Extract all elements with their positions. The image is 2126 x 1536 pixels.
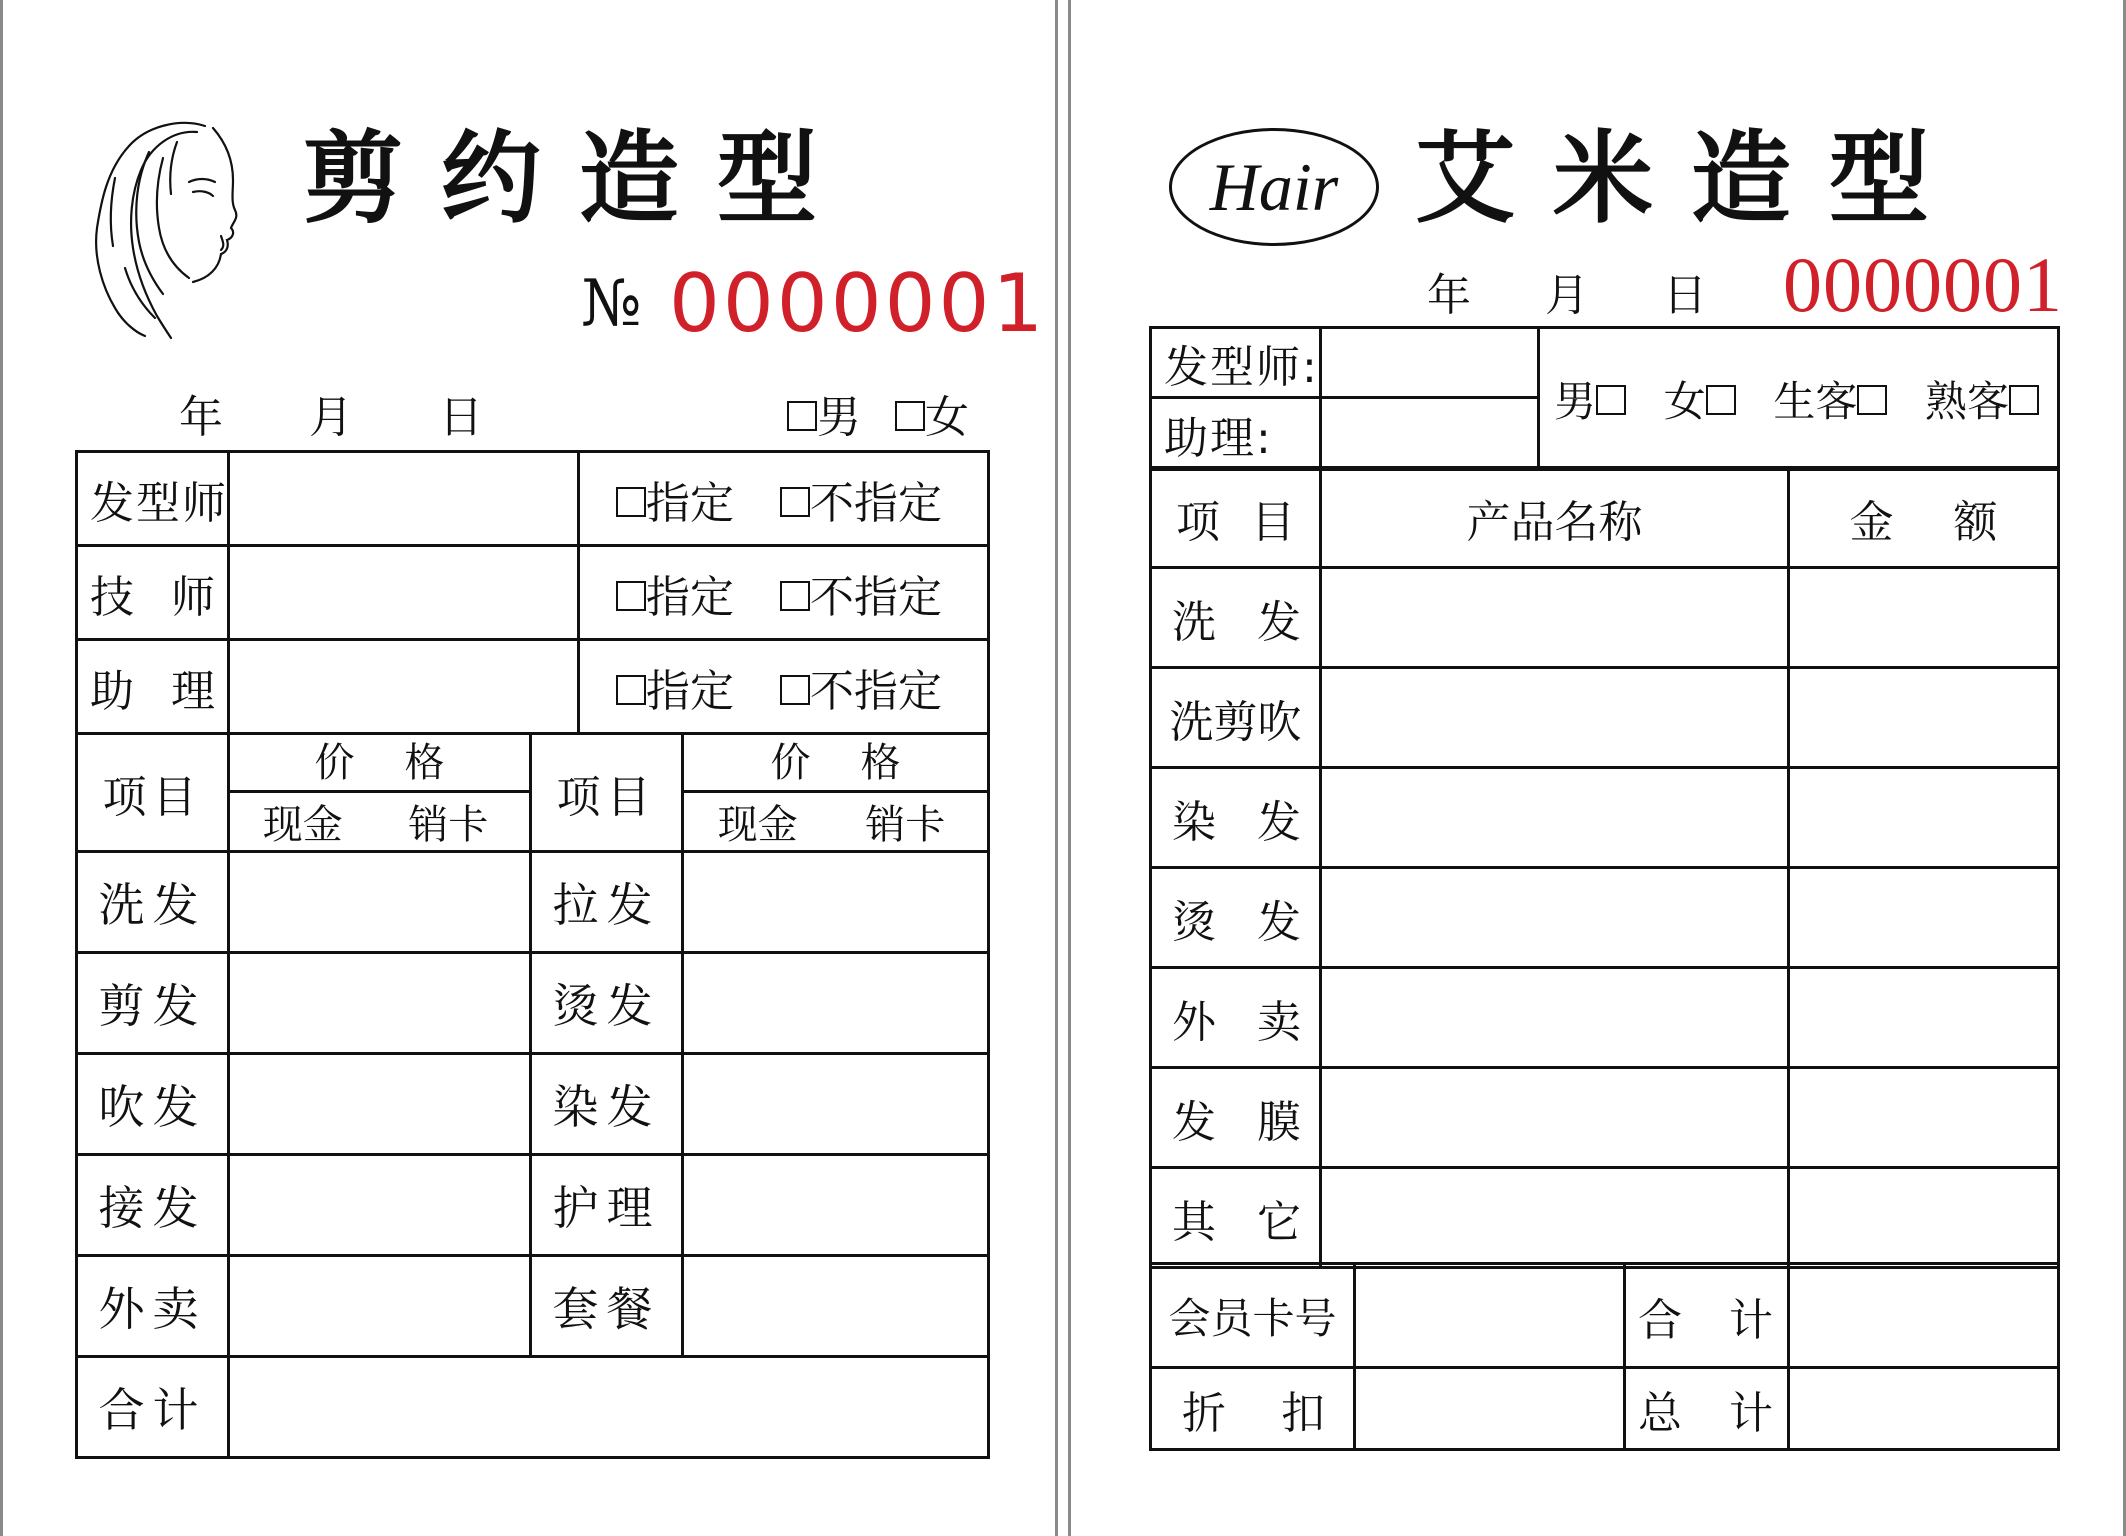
label-char: 师 [171,571,215,623]
amount-field[interactable] [1789,568,2059,668]
date-month-label: 月 [309,392,353,443]
card-label: 销卡 [865,802,946,848]
left-receipt [0,0,1058,1536]
date-month-label: 月 [1545,270,1589,321]
checkbox-icon[interactable] [780,487,810,517]
amount-field[interactable] [1789,1068,2059,1168]
item-label [1151,868,1321,968]
item-header-right: 项目 [531,734,683,852]
assistant-field[interactable] [1321,398,1539,470]
label-char: 染 [1172,796,1216,848]
member-card-field[interactable] [1355,1264,1625,1368]
member-card-label: 会员卡号 [1151,1264,1355,1368]
technician-assigned-option[interactable] [616,561,734,625]
shop-title: 剪约造型 [303,119,855,237]
cash-card-header-left [229,792,531,852]
technician-field[interactable] [229,546,579,640]
footer-table [1149,1262,2060,1451]
technician-unassigned-option[interactable] [780,561,942,625]
assistant-assign-options [579,640,989,734]
assigned-label: 指定 [646,477,734,529]
female-label: 女 [925,392,969,443]
date-year-label: 年 [179,392,223,443]
unassigned-label: 不指定 [810,477,942,529]
checkbox-icon[interactable] [616,675,646,705]
unassigned-label: 不指定 [810,571,942,623]
label-char: 技 [90,571,134,623]
header-char: 目 [1251,496,1295,548]
serial-number: 0000001 [1783,241,2063,328]
service-price-field[interactable] [229,1054,531,1155]
service-price-field[interactable] [683,953,989,1054]
header-char: 项 [1176,496,1220,548]
gender-female-option[interactable] [895,392,969,443]
staff-table [75,450,990,735]
unassigned-label: 不指定 [810,665,942,717]
total-field[interactable] [229,1357,989,1458]
price-header-left [229,734,531,792]
hair-logo [1169,128,1379,246]
label-char: 其 [1172,1196,1216,1248]
checkbox-icon[interactable] [1706,385,1736,415]
technician-label [77,546,229,640]
item-label [1151,768,1321,868]
price-header-right [683,734,989,792]
item-header-left: 项目 [77,734,229,852]
right-receipt [1068,0,2126,1536]
item-header [1151,468,1321,568]
service-label: 染发 [531,1054,683,1155]
checkbox-icon[interactable] [780,675,810,705]
label-char: 膜 [1257,1096,1301,1148]
stylist-label: 发型师 [77,452,229,546]
service-price-field[interactable] [683,1256,989,1357]
male-label: 男 [817,392,861,443]
item-label [1151,1168,1321,1268]
label-char: 总 [1638,1387,1682,1439]
customer-options [1539,328,2059,470]
label-char: 助 [90,665,134,717]
service-price-field[interactable] [229,1256,531,1357]
price-char: 价 [770,739,811,786]
label-char: 计 [1729,1294,1773,1346]
service-label: 剪发 [77,953,229,1054]
staff-table [1149,326,2060,471]
subtotal-label [1625,1264,1789,1368]
product-name-field[interactable] [1321,668,1789,768]
gender-male-option[interactable] [787,392,861,443]
cash-card-header-right [683,792,989,852]
label-char: 发 [1257,596,1301,648]
label-char: 外 [1172,996,1216,1048]
stylist-assign-options [579,452,989,546]
subtotal-field[interactable] [1789,1264,2059,1368]
label-char: 计 [1729,1387,1773,1439]
discount-field[interactable] [1355,1368,1625,1450]
stylist-assigned-option[interactable] [616,467,734,531]
assistant-field[interactable] [229,640,579,734]
female-checkbox[interactable] [895,401,925,431]
product-name-field[interactable] [1321,568,1789,668]
checkbox-icon[interactable] [1596,385,1626,415]
header-char: 金 [1849,496,1894,548]
stylist-field[interactable] [229,452,579,546]
price-char: 价 [314,739,355,786]
date-day-label: 日 [1663,270,1707,321]
label-char: 它 [1257,1196,1301,1248]
service-label: 接发 [77,1155,229,1256]
service-label: 护理 [531,1155,683,1256]
checkbox-icon[interactable] [780,581,810,611]
discount-label [1151,1368,1355,1450]
stylist-field[interactable] [1321,328,1539,398]
item-label [1151,1068,1321,1168]
male-checkbox[interactable] [787,401,817,431]
product-name-field[interactable] [1321,1168,1789,1268]
label-char: 发 [1257,796,1301,848]
female-label: 女 [1663,376,1706,426]
label-char: 洗 [1172,596,1216,648]
stylist-label: 发型师: [1151,328,1321,398]
assistant-assigned-option[interactable] [616,655,734,719]
checkbox-icon[interactable] [1857,385,1887,415]
amount-field[interactable] [1789,1168,2059,1268]
label-char: 折 [1182,1387,1226,1439]
header-char: 额 [1953,496,1998,548]
shop-title: 艾米造型 [1415,119,1967,237]
woman-face-logo [85,118,245,340]
cash-label: 现金 [262,802,343,848]
male-option[interactable] [1554,369,1626,429]
total-label: 合计 [77,1357,229,1458]
service-label: 洗发 [77,852,229,953]
service-label: 拉发 [531,852,683,953]
checkbox-icon[interactable] [2009,385,2039,415]
assigned-label: 指定 [646,665,734,717]
label-char: 卖 [1257,996,1301,1048]
label-char: 发 [1257,896,1301,948]
service-label: 外卖 [77,1256,229,1357]
label-char: 扣 [1281,1387,1325,1439]
product-name-field[interactable] [1321,868,1789,968]
amount-field[interactable] [1789,968,2059,1068]
price-char: 格 [404,739,445,786]
service-price-field[interactable] [683,1155,989,1256]
service-label: 烫发 [531,953,683,1054]
product-name-field[interactable] [1321,968,1789,1068]
grand-total-field[interactable] [1789,1368,2059,1450]
assistant-label: 助理: [1151,398,1321,470]
product-name-field[interactable] [1321,768,1789,868]
checkbox-icon[interactable] [616,581,646,611]
grand-total-label [1625,1368,1789,1450]
label-char: 烫 [1172,896,1216,948]
service-price-field[interactable] [683,852,989,953]
cash-label: 现金 [717,802,798,848]
card-label: 销卡 [408,802,489,848]
amount-header [1789,468,2059,568]
item-label [1151,968,1321,1068]
stylist-unassigned-option[interactable] [780,467,942,531]
assigned-label: 指定 [646,571,734,623]
service-price-field[interactable] [229,852,531,953]
items-table [1149,466,2060,1269]
regular-customer-label: 熟客 [1924,376,2009,426]
assistant-unassigned-option[interactable] [780,655,942,719]
number-sign: № [581,267,642,341]
date-year-label: 年 [1427,270,1471,321]
new-customer-option[interactable] [1773,369,1887,429]
amount-field[interactable] [1789,668,2059,768]
label-char: 理 [171,665,215,717]
female-option[interactable] [1664,369,1736,429]
services-table [75,732,990,1459]
new-customer-label: 生客 [1773,376,1858,426]
assistant-label [77,640,229,734]
date-day-label: 日 [439,392,483,443]
amount-field[interactable] [1789,868,2059,968]
label-char: 发 [1172,1096,1216,1148]
product-name-header: 产品名称 [1321,468,1789,568]
label-char: 合 [1638,1294,1682,1346]
male-label: 男 [1554,376,1597,426]
item-label: 洗剪吹 [1151,668,1321,768]
service-price-field[interactable] [683,1054,989,1155]
technician-assign-options [579,546,989,640]
hair-logo-text: Hair [1209,149,1339,225]
price-char: 格 [860,739,901,786]
regular-customer-option[interactable] [1925,369,2039,429]
service-label: 套餐 [531,1256,683,1357]
product-name-field[interactable] [1321,1068,1789,1168]
checkbox-icon[interactable] [616,487,646,517]
item-label [1151,568,1321,668]
amount-field[interactable] [1789,768,2059,868]
service-price-field[interactable] [229,953,531,1054]
service-label: 吹发 [77,1054,229,1155]
serial-number: 0000001 [669,257,1047,350]
service-price-field[interactable] [229,1155,531,1256]
